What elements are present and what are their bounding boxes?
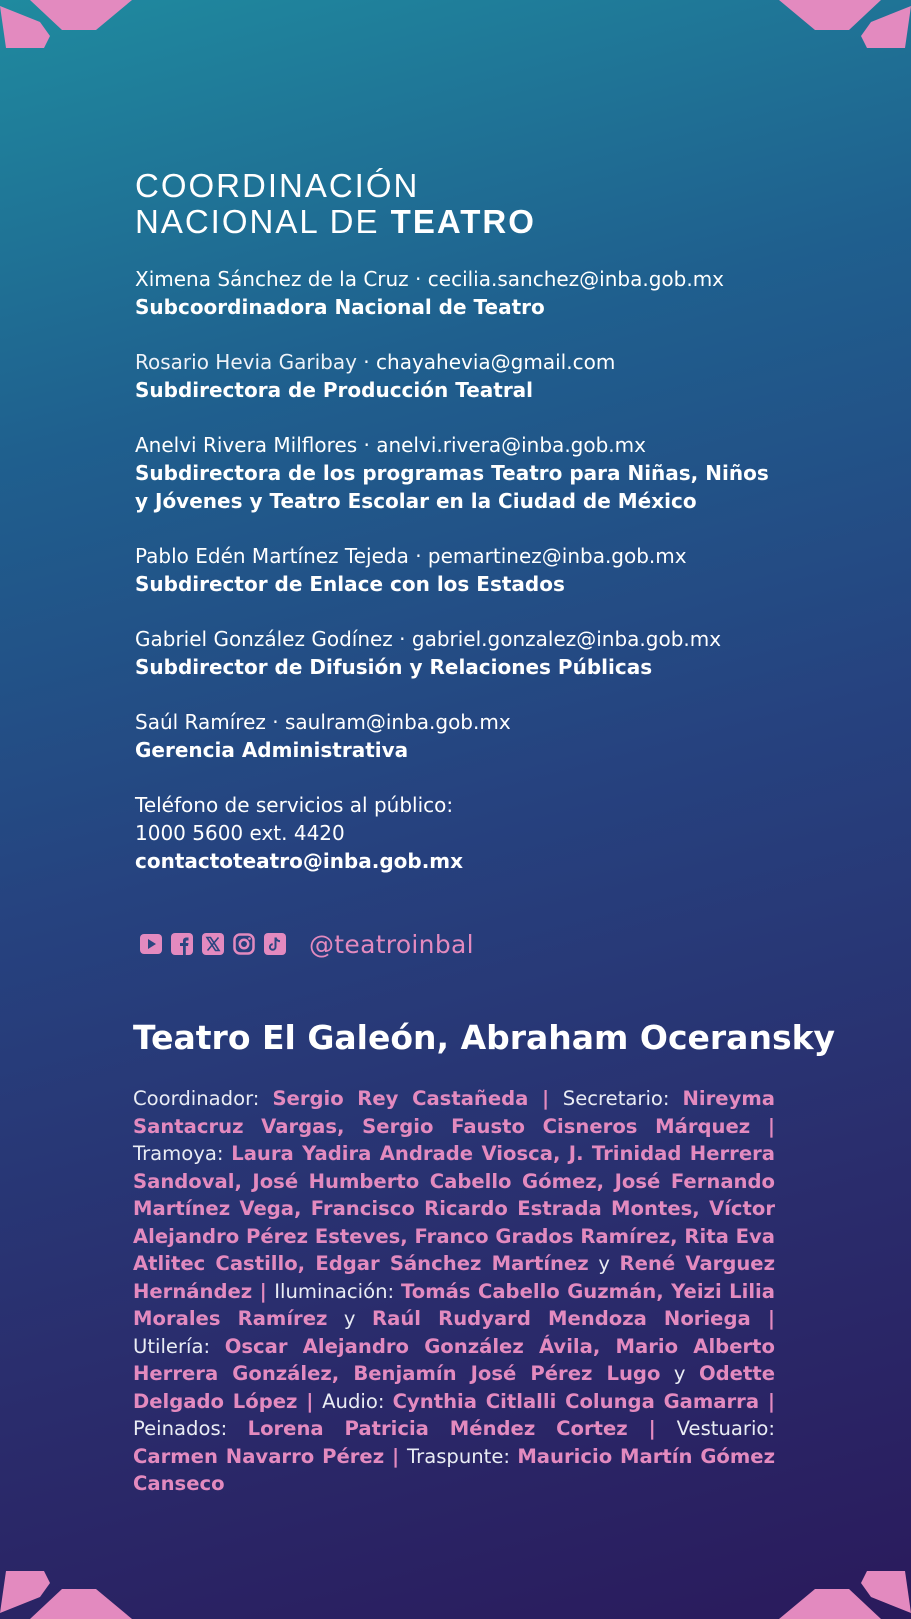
credit-people-last: Odette Delgado López [133, 1362, 775, 1413]
credit-label: Iluminación: [274, 1279, 401, 1303]
social-handle[interactable]: @teatroinbal [309, 929, 474, 959]
contact-separator: · [408, 267, 428, 291]
credit-label: Traspunte: [407, 1444, 518, 1468]
credit-people: Tomás Cabello Guzmán, Yeizi Lilia Morales Ramírez [133, 1279, 775, 1330]
contact-entry [135, 431, 775, 515]
contact-entry [135, 708, 775, 764]
credit-divider: | [750, 1114, 775, 1138]
contact-role: Subdirectora de Producción Teatral [135, 378, 534, 402]
contact-name: Ximena Sánchez de la Cruz [135, 267, 409, 291]
corner-decoration-bottom-left [0, 1567, 140, 1619]
credit-label: Utilería: [133, 1334, 225, 1358]
contact-entry [135, 348, 775, 404]
credit-people-last: René Varguez Hernández [133, 1252, 775, 1303]
contact-role: Subcoordinadora Nacional de Teatro [135, 295, 545, 319]
brand-line2-bold: TEATRO [390, 203, 536, 240]
credit-divider: | [750, 1307, 775, 1330]
service-email[interactable]: contactoteatro@inba.gob.mx [135, 849, 464, 873]
credit-divider: | [528, 1087, 563, 1110]
credits-paragraph [133, 1085, 775, 1498]
contact-name: Anelvi Rivera Milflores [135, 433, 358, 457]
credit-label: Vestuario: [676, 1417, 775, 1440]
contact-entry [135, 542, 775, 598]
contact-email[interactable]: cecilia.sanchez@inba.gob.mx [427, 267, 725, 291]
credit-people: Cynthia Citlalli Colunga Gamarra [392, 1389, 760, 1413]
facebook-icon[interactable] [171, 933, 193, 955]
credit-label: Audio: [322, 1389, 393, 1413]
contact-entry [135, 625, 775, 681]
contact-name: Pablo Edén Martínez Tejeda [135, 544, 409, 568]
service-label: Teléfono de servicios al público: [135, 793, 454, 817]
contact-entry [135, 265, 775, 321]
credit-people-last: Raúl Rudyard Mendoza Noriega [372, 1307, 751, 1330]
contact-separator: · [265, 710, 285, 734]
credit-people: Mauricio Martín Gómez Canseco [133, 1444, 775, 1495]
contact-role: Subdirector de Difusión y Relaciones Públicas [135, 655, 653, 679]
credit-people: Lorena Patricia Méndez Cortez [247, 1417, 628, 1440]
credit-divider: | [627, 1417, 677, 1440]
theater-title: Teatro El Galeón, Abraham Oceransky [133, 1018, 836, 1057]
credit-divider: | [392, 1444, 408, 1468]
corner-decoration-top-right [771, 0, 911, 52]
instagram-icon[interactable] [233, 933, 255, 955]
contact-role: Subdirector de Enlace con los Estados [135, 572, 565, 596]
credit-label: Tramoya: [133, 1142, 232, 1165]
credit-people: Sergio Rey Castañeda [272, 1087, 529, 1110]
youtube-icon[interactable] [140, 933, 162, 955]
contact-role: Gerencia Administrativa [135, 738, 409, 762]
contacts-section [135, 168, 775, 875]
contact-email[interactable]: pemartinez@inba.gob.mx [427, 544, 687, 568]
credit-divider: | [297, 1389, 323, 1413]
contact-separator: · [357, 433, 377, 457]
contact-separator: · [356, 350, 377, 374]
credit-conjunction: y [588, 1252, 620, 1275]
contact-separator: · [408, 544, 428, 568]
contact-name: Saúl Ramírez [135, 710, 266, 734]
contact-name: Gabriel González Godínez [135, 627, 393, 651]
x-icon[interactable] [202, 933, 224, 955]
credit-conjunction: y [327, 1307, 373, 1330]
brand-logo [135, 168, 775, 240]
social-bar [140, 928, 474, 960]
brand-line2-light: NACIONAL DE [135, 203, 391, 240]
public-service-info [135, 791, 775, 875]
credit-people: Carmen Navarro Pérez [133, 1444, 392, 1468]
credit-label: Coordinador: [133, 1087, 273, 1110]
corner-decoration-top-left [0, 0, 140, 52]
contact-role: Subdirectora de los programas Teatro para Niñas, Niños y Jóvenes y Teatro Escolar en la Ciudad de México [135, 461, 769, 513]
contact-separator: · [392, 627, 412, 651]
brand-line1: COORDINACIÓN [135, 167, 420, 204]
contact-email[interactable]: gabriel.gonzalez@inba.gob.mx [411, 627, 722, 651]
credit-conjunction: y [660, 1362, 699, 1385]
contact-name: Rosario Hevia Garibay [135, 350, 357, 374]
corner-decoration-bottom-right [771, 1567, 911, 1619]
service-phone: 1000 5600 ext. 4420 [135, 821, 345, 845]
tiktok-icon[interactable] [264, 933, 286, 955]
contact-email[interactable]: chayahevia@gmail.com [376, 350, 616, 374]
credit-divider: | [252, 1279, 275, 1303]
credit-label: Peinados: [133, 1417, 248, 1440]
credit-people: Laura Yadira Andrade Viosca, J. Trinidad Herrera Sandoval, José Humberto Cabello Gómez, José Fernando Martínez Vega, Francisco Ricardo Estrada Montes, Víctor Alejandro Pérez Esteves, Franco Grados Ramírez, Rita Eva Atlitec Castillo, Edgar Sánchez Martínez [133, 1142, 776, 1275]
credit-people: Oscar Alejandro González Ávila, Mario Alberto Herrera González, Benjamín José Pérez Lugo [133, 1334, 775, 1385]
brand-line2 [135, 204, 775, 240]
credit-divider: | [759, 1389, 775, 1413]
contact-email[interactable]: saulram@inba.gob.mx [284, 710, 511, 734]
credit-label: Secretario: [562, 1087, 683, 1110]
credit-people: Nireyma Santacruz Vargas, Sergio Fausto Cisneros Márquez [133, 1087, 776, 1138]
contact-email[interactable]: anelvi.rivera@inba.gob.mx [376, 433, 646, 457]
